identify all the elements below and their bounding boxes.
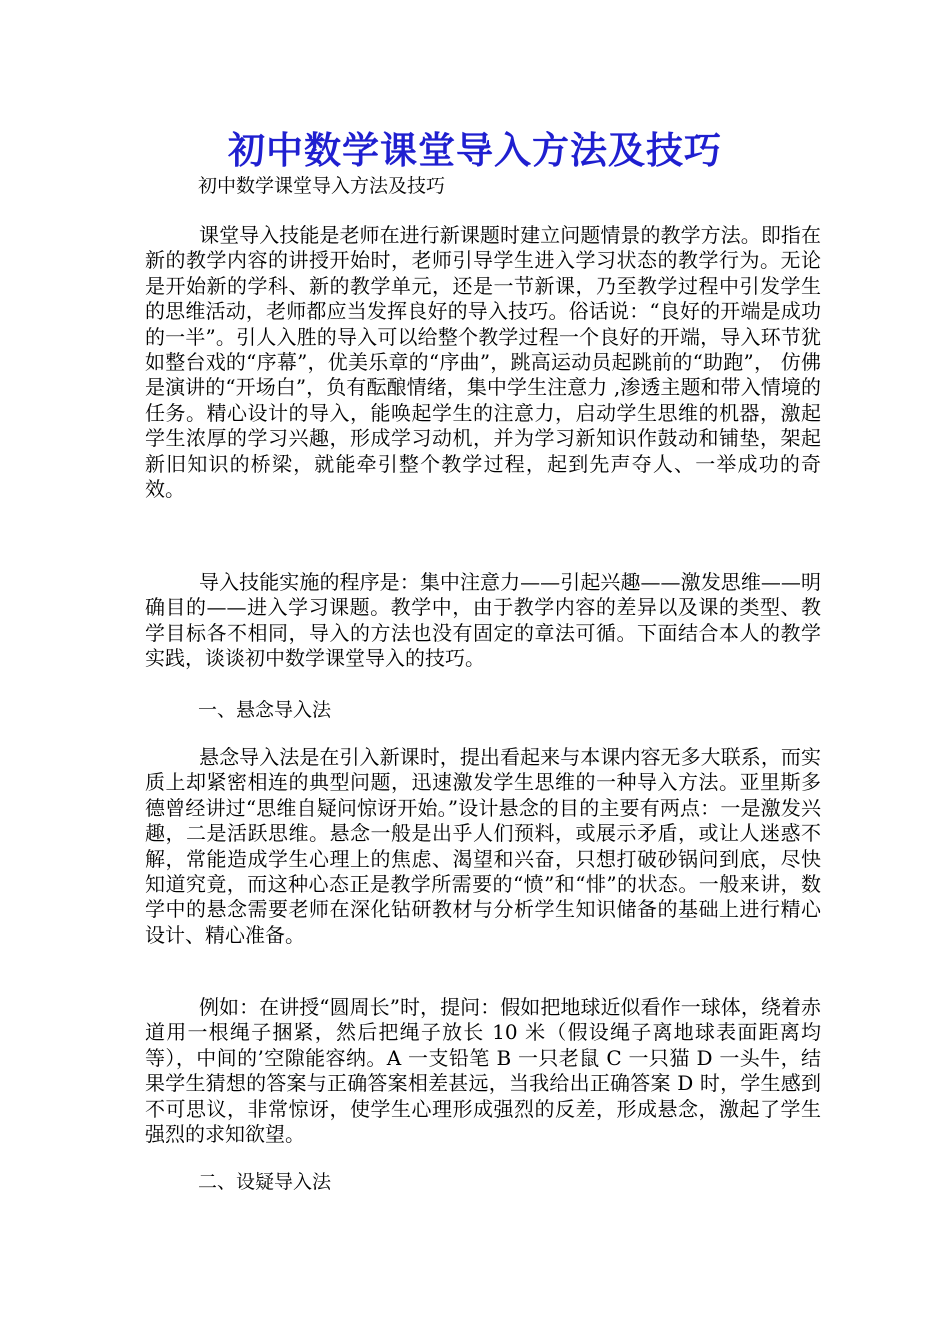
section-heading-questioning: 二、设疑导入法 (198, 1171, 332, 1193)
paragraph-suspense-example: 例如：在讲授“圆周长”时，提问：假如把地球近似看作一球体，绕着赤道用一根绳子捆紧，然后把绳子放长 10 米（假设绳子离地球表面距离均等），中间的’空隙能容纳。A 一支铅笔 B 一只老鼠 C 一只猫 D 一头牛，结果学生猜想的答案与正确答案相差甚远，当我给出正确答案 D 时，学生感到不可思议，非常惊讶，使学生心理形成强烈的反差，形成悬念，激起了学生强烈的求知欲望。 (145, 995, 821, 1147)
paragraph-intro: 课堂导入技能是老师在进行新课题时建立问题情景的教学方法。即指在新的教学内容的讲授开始时，老师引导学生进入学习状态的教学行为。无论是开始新的学科、新的教学单元，还是一节新课，乃至教学过程中引发学生的思维活动，老师都应当发挥良好的导入技巧。俗话说：“良好的开端是成功的一半”。引人入胜的导入可以给整个教学过程一个良好的开端，导入环节犹如整台戏的“序幕”，优美乐章的“序曲”，跳高运动员起跳前的“助跑”， 仿佛是演讲的“开场白”，负有酝酿情绪，集中学生注意力 ,渗透主题和带入情境的任务。精心设计的导入，能唤起学生的注意力，启动学生思维的机器，激起学生浓厚的学习兴趣，形成学习动机，并为学习新知识作鼓动和铺垫，架起新旧知识的桥梁，就能牵引整个教学过程，起到先声夺人、一举成功的奇效。 (145, 223, 821, 502)
document-subtitle: 初中数学课堂导入方法及技巧 (198, 175, 446, 197)
paragraph-suspense-method: 悬念导入法是在引入新课时，提出看起来与本课内容无多大联系，而实质上却紧密相连的典型问题，迅速激发学生思维的一种导入方法。亚里斯多德曾经讲过“思维自疑问惊讶开始。”设计悬念的目的主要有两点：一是激发兴趣，二是活跃思维。悬念一般是出乎人们预料，或展示矛盾，或让人迷惑不解，常能造成学生心理上的焦虑、渴望和兴奋，只想打破砂锅问到底，尽快知道究竟，而这种心态正是教学所需要的“愤”和“悱”的状态。一般来讲，数学中的悬念需要老师在深化钻研教材与分析学生知识储备的基础上进行精心设计、精心准备。 (145, 745, 821, 947)
section-heading-suspense: 一、悬念导入法 (198, 699, 332, 721)
paragraph-procedure: 导入技能实施的程序是：集中注意力——引起兴趣——激发思维——明确目的——进入学习课题。教学中，由于教学内容的差异以及课的类型、教学目标各不相同，导入的方法也没有固定的章法可循。下面结合本人的教学实践，谈谈初中数学课堂导入的技巧。 (145, 570, 821, 671)
document-title: 初中数学课堂导入方法及技巧 (228, 128, 722, 172)
